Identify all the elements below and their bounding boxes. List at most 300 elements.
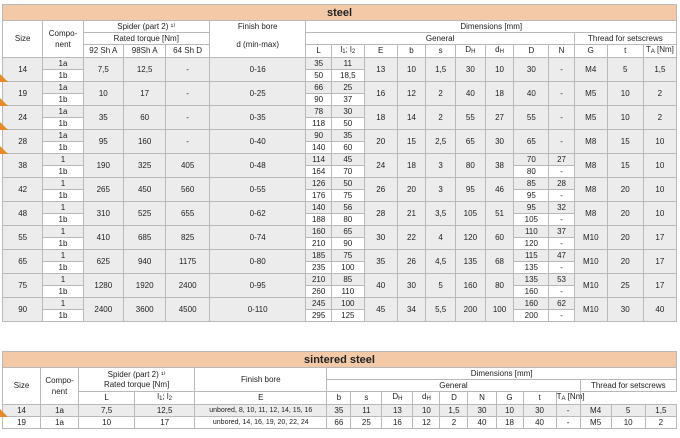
G-cell: M5 xyxy=(580,417,611,429)
l1-l2-cell: 50 xyxy=(331,178,364,190)
torque-cell: 160 xyxy=(123,130,165,154)
col-l1-l2-header: $l_1$; $l_2$ xyxy=(135,392,195,405)
l1-l2-cell: 70 xyxy=(331,166,364,178)
t-cell: 5 xyxy=(611,405,645,417)
torque-cell: 2400 xyxy=(166,274,210,298)
DH-cell: 200 xyxy=(456,298,486,322)
table-row xyxy=(3,106,677,118)
dimensions-header: Dimensions [mm] xyxy=(327,368,677,380)
E-cell: 13 xyxy=(364,58,397,82)
N-cell: - xyxy=(549,166,574,178)
size-cell: 42 xyxy=(3,178,43,202)
steel-title: steel xyxy=(3,5,677,21)
G-cell: M10 xyxy=(574,250,607,274)
torque-cell: 7,5 xyxy=(79,405,135,417)
b-cell: 12 xyxy=(397,82,426,106)
col-t-header: t xyxy=(523,392,556,405)
D-cell: 30 xyxy=(523,405,556,417)
l-cell: 25 xyxy=(351,417,382,429)
L-cell: 35 xyxy=(306,58,331,70)
D-cell: 160 xyxy=(514,286,549,298)
t-cell: 20 xyxy=(607,250,643,274)
DH-cell: 55 xyxy=(456,106,486,130)
b-cell: 21 xyxy=(397,202,426,226)
torque-cell: 410 xyxy=(83,226,123,250)
s-cell: 2 xyxy=(426,82,456,106)
b-cell: 30 xyxy=(397,274,426,298)
E-cell: 16 xyxy=(382,417,413,429)
torque-cell: 2400 xyxy=(83,298,123,322)
DH-cell: 105 xyxy=(456,202,486,226)
t-cell: 15 xyxy=(607,130,643,154)
N-cell: - xyxy=(549,310,574,322)
torque-cell: 1280 xyxy=(83,274,123,298)
N-cell: 27 xyxy=(549,154,574,166)
torque-cell: 685 xyxy=(123,226,165,250)
N-cell: - xyxy=(549,106,574,130)
col-b-header: b xyxy=(327,392,351,405)
size-cell: 55 xyxy=(3,226,43,250)
L-cell: 176 xyxy=(306,190,331,202)
component-cell: 1b xyxy=(43,166,83,178)
highlight-marker xyxy=(0,98,8,106)
torque-cell: 265 xyxy=(83,178,123,202)
D-cell: 135 xyxy=(514,262,549,274)
E-cell: 24 xyxy=(364,154,397,178)
s-cell: 2 xyxy=(426,106,456,130)
s-cell: 3 xyxy=(426,178,456,202)
component-cell: 1 xyxy=(43,202,83,214)
column-header-row xyxy=(3,392,677,405)
torque-cell: - xyxy=(166,82,210,106)
torque-cell: 3600 xyxy=(123,298,165,322)
col-l1-l2-header: $l_1$; $l_2$ xyxy=(331,45,364,58)
component-cell: 1b xyxy=(43,310,83,322)
N-cell: - xyxy=(549,82,574,106)
l1-l2-cell: 35 xyxy=(331,130,364,142)
E-cell: 45 xyxy=(364,298,397,322)
col-s-header: s xyxy=(351,392,382,405)
torque-cell: 1920 xyxy=(123,274,165,298)
finish-bore-cell: 0-35 xyxy=(209,106,306,130)
t-cell: 10 xyxy=(607,82,643,106)
highlight-marker xyxy=(0,122,8,130)
component-cell: 1b xyxy=(43,190,83,202)
torque-cell: 560 xyxy=(166,178,210,202)
torque-cell: 95 xyxy=(83,130,123,154)
table-row xyxy=(3,298,677,310)
torque-cell: 10 xyxy=(79,417,135,429)
general-header: General xyxy=(327,380,580,392)
finish-bore-cell: 0-55 xyxy=(209,178,306,202)
t-cell: 25 xyxy=(607,274,643,298)
E-cell: 30 xyxy=(364,226,397,250)
E-cell: 35 xyxy=(364,250,397,274)
E-cell: 40 xyxy=(364,274,397,298)
D-cell: 160 xyxy=(514,298,549,310)
N-cell: - xyxy=(556,417,580,429)
torque-cell: 825 xyxy=(166,226,210,250)
size-cell: 90 xyxy=(3,298,43,322)
torque-cell: - xyxy=(166,130,210,154)
col-D-header: D xyxy=(440,392,468,405)
l1-l2-cell: 45 xyxy=(331,154,364,166)
L-cell: 126 xyxy=(306,178,331,190)
L-cell: 235 xyxy=(306,262,331,274)
spider-torque-header xyxy=(79,368,195,392)
size-cell: 65 xyxy=(3,250,43,274)
b-cell: 12 xyxy=(413,417,440,429)
size-cell: 24 xyxy=(3,106,43,130)
t-cell: 20 xyxy=(607,226,643,250)
thread-header: Thread for setscrews xyxy=(574,33,676,45)
D-cell: 40 xyxy=(523,417,556,429)
b-cell: 26 xyxy=(397,250,426,274)
L-cell: 50 xyxy=(306,70,331,82)
L-cell: 140 xyxy=(306,142,331,154)
size-cell: 28 xyxy=(3,130,43,154)
N-cell: - xyxy=(549,190,574,202)
TA-cell: 10 xyxy=(643,154,676,178)
l1-l2-cell: 37 xyxy=(331,94,364,106)
D-cell: 80 xyxy=(514,166,549,178)
col-N-header: N xyxy=(468,392,496,405)
dH-cell: 46 xyxy=(485,178,514,202)
torque-cell: 655 xyxy=(166,202,210,226)
torque-cell: 4500 xyxy=(166,298,210,322)
l1-l2-cell: 80 xyxy=(331,214,364,226)
shore-header: 98Sh A xyxy=(123,45,165,58)
dH-cell: 30 xyxy=(485,130,514,154)
t-cell: 20 xyxy=(607,178,643,202)
G-cell: M4 xyxy=(580,405,611,417)
torque-cell: - xyxy=(166,106,210,130)
dimensions-header: Dimensions [mm] xyxy=(306,21,677,33)
b-cell: 18 xyxy=(397,154,426,178)
t-cell: 15 xyxy=(607,154,643,178)
DH-cell: 120 xyxy=(456,226,486,250)
finish-bore-cell: 0-110 xyxy=(209,298,306,322)
l1-l2-cell: 85 xyxy=(331,274,364,286)
l1-l2-cell: 65 xyxy=(331,226,364,238)
torque-cell: 625 xyxy=(83,250,123,274)
finish-bore-cell: 0-25 xyxy=(209,82,306,106)
DH-cell: 40 xyxy=(468,417,496,429)
finish-bore-sub-header: d (min-max) xyxy=(209,33,306,58)
dH-cell: 38 xyxy=(485,154,514,178)
E-cell: 18 xyxy=(364,106,397,130)
t-cell: 20 xyxy=(607,202,643,226)
L-cell: 35 xyxy=(327,405,351,417)
col-E-header: E xyxy=(364,45,397,58)
finish-bore-cell: 0-74 xyxy=(209,226,306,250)
b-cell: 34 xyxy=(397,298,426,322)
l1-l2-cell: 30 xyxy=(331,106,364,118)
TA-cell: 40 xyxy=(643,298,676,322)
torque-cell: 940 xyxy=(123,250,165,274)
component-cell: 1b xyxy=(43,70,83,82)
component-cell: 1b xyxy=(43,214,83,226)
l1-l2-cell: 25 xyxy=(331,82,364,94)
TA-cell: 10 xyxy=(643,130,676,154)
L-cell: 160 xyxy=(306,226,331,238)
D-cell: 95 xyxy=(514,202,549,214)
l1-l2-cell: 125 xyxy=(331,310,364,322)
l1-l2-cell: 90 xyxy=(331,238,364,250)
L-cell: 78 xyxy=(306,106,331,118)
sintered-table xyxy=(2,351,677,429)
E-cell: 28 xyxy=(364,202,397,226)
E-cell: 26 xyxy=(364,178,397,202)
size-cell: 75 xyxy=(3,274,43,298)
torque-cell: 35 xyxy=(83,106,123,130)
L-cell: 118 xyxy=(306,118,331,130)
component-cell: 1 xyxy=(43,178,83,190)
size-cell: 19 xyxy=(3,417,41,429)
col-G-header: G xyxy=(496,392,523,405)
DH-cell: 135 xyxy=(456,250,486,274)
torque-cell: 10 xyxy=(83,82,123,106)
L-cell: 90 xyxy=(306,94,331,106)
t-cell: 10 xyxy=(607,106,643,130)
dH-cell: 27 xyxy=(485,106,514,130)
D-cell: 110 xyxy=(514,226,549,238)
L-cell: 164 xyxy=(306,166,331,178)
L-cell: 245 xyxy=(306,298,331,310)
s-cell: 3,5 xyxy=(426,202,456,226)
t-cell: 30 xyxy=(607,298,643,322)
E-cell: 16 xyxy=(364,82,397,106)
size-header: Size xyxy=(3,368,41,405)
spider-header: Spider (part 2) ¹⁾ xyxy=(83,21,209,33)
N-cell: - xyxy=(549,238,574,250)
D-cell: 105 xyxy=(514,214,549,226)
finish-bore-cell: unbored, 8, 10, 11, 12, 14, 15, 16 xyxy=(195,405,327,417)
D-cell: 70 xyxy=(514,154,549,166)
component-cell: 1 xyxy=(43,274,83,286)
table-row xyxy=(3,58,677,70)
component-cell: 1 xyxy=(43,298,83,310)
sintered-table-body xyxy=(3,405,677,429)
component-cell: 1a xyxy=(43,82,83,94)
N-cell: - xyxy=(549,214,574,226)
G-cell: M8 xyxy=(574,178,607,202)
component-header: Compo- nent xyxy=(41,368,79,405)
b-cell: 22 xyxy=(397,226,426,250)
TA-cell: 1,5 xyxy=(643,58,676,82)
l-cell: 11 xyxy=(351,405,382,417)
component-header: Compo- nent xyxy=(43,21,83,58)
TA-cell: 10 xyxy=(643,202,676,226)
D-cell: 55 xyxy=(514,106,549,130)
l1-l2-cell: 75 xyxy=(331,190,364,202)
L-cell: 66 xyxy=(306,82,331,94)
L-cell: 188 xyxy=(306,214,331,226)
torque-cell: 525 xyxy=(123,202,165,226)
G-cell: M8 xyxy=(574,130,607,154)
col-dH-header: $d_H$ xyxy=(413,392,440,405)
table-row xyxy=(3,178,677,190)
col-N-header: N xyxy=(549,45,574,58)
table-row xyxy=(3,405,677,417)
TA-cell: 17 xyxy=(643,226,676,250)
dH-cell: 10 xyxy=(485,58,514,82)
D-cell: 85 xyxy=(514,178,549,190)
s-cell: 1,5 xyxy=(440,405,468,417)
s-cell: 3 xyxy=(426,154,456,178)
N-cell: - xyxy=(549,286,574,298)
component-cell: 1 xyxy=(43,154,83,166)
N-cell: 47 xyxy=(549,250,574,262)
b-cell: 15 xyxy=(397,130,426,154)
TA-cell: 17 xyxy=(643,250,676,274)
highlight-marker xyxy=(0,146,8,154)
l1-l2-cell: 50 xyxy=(331,118,364,130)
component-cell: 1 xyxy=(43,250,83,262)
L-cell: 66 xyxy=(327,417,351,429)
DH-cell: 65 xyxy=(456,130,486,154)
table-row xyxy=(3,417,677,429)
E-cell: 13 xyxy=(382,405,413,417)
torque-cell: 17 xyxy=(123,82,165,106)
TA-cell: 2 xyxy=(643,106,676,130)
finish-bore-cell: unbored, 14, 16, 19, 20, 22, 24 xyxy=(195,417,327,429)
L-cell: 140 xyxy=(306,202,331,214)
D-cell: 65 xyxy=(514,130,549,154)
col-D-header: D xyxy=(514,45,549,58)
shore-header: 64 Sh D xyxy=(166,45,210,58)
component-cell: 1b xyxy=(43,118,83,130)
highlight-marker xyxy=(0,409,8,417)
b-cell: 20 xyxy=(397,178,426,202)
rated-torque-header: Rated torque [Nm] xyxy=(103,379,170,389)
L-cell: 260 xyxy=(306,286,331,298)
torque-cell: 325 xyxy=(123,154,165,178)
D-cell: 200 xyxy=(514,310,549,322)
torque-cell: 405 xyxy=(166,154,210,178)
N-cell: 28 xyxy=(549,178,574,190)
dH-cell: 60 xyxy=(485,226,514,250)
G-cell: M8 xyxy=(574,154,607,178)
s-cell: 2 xyxy=(440,417,468,429)
dH-cell: 51 xyxy=(485,202,514,226)
s-cell: 1,5 xyxy=(426,58,456,82)
dH-cell: 10 xyxy=(496,405,523,417)
L-cell: 90 xyxy=(306,130,331,142)
size-cell: 14 xyxy=(3,58,43,82)
highlight-marker xyxy=(0,74,8,82)
component-cell: 1b xyxy=(43,286,83,298)
N-cell: - xyxy=(549,58,574,82)
finish-bore-cell: 0-40 xyxy=(209,130,306,154)
torque-cell: 17 xyxy=(135,417,195,429)
size-cell: 38 xyxy=(3,154,43,178)
col-TA-header: $T_A$ [Nm] xyxy=(643,45,676,58)
thread-header: Thread for setscrews xyxy=(580,380,676,392)
size-header: Size xyxy=(3,21,43,58)
torque-cell: 12,5 xyxy=(135,405,195,417)
col-TA-header: $T_A$ [Nm] xyxy=(556,392,580,405)
component-cell: 1a xyxy=(43,130,83,142)
size-cell: 19 xyxy=(3,82,43,106)
L-cell: 210 xyxy=(306,274,331,286)
table-row xyxy=(3,226,677,238)
torque-cell: 7,5 xyxy=(83,58,123,82)
finish-bore-header: Finish bore xyxy=(195,368,327,392)
torque-cell: 12,5 xyxy=(123,58,165,82)
l1-l2-cell: 100 xyxy=(331,298,364,310)
dH-cell: 18 xyxy=(485,82,514,106)
G-cell: M10 xyxy=(574,274,607,298)
N-cell: - xyxy=(556,405,580,417)
l1-l2-cell: 56 xyxy=(331,202,364,214)
t-cell: 5 xyxy=(607,58,643,82)
DH-cell: 30 xyxy=(468,405,496,417)
dH-cell: 100 xyxy=(485,298,514,322)
TA-cell: 2 xyxy=(643,82,676,106)
TA-cell: 2 xyxy=(645,417,676,429)
shore-header: 92 Sh A xyxy=(83,45,123,58)
torque-cell: 60 xyxy=(123,106,165,130)
DH-cell: 80 xyxy=(456,154,486,178)
l1-l2-cell: 75 xyxy=(331,250,364,262)
l1-l2-cell: 60 xyxy=(331,142,364,154)
D-cell: 30 xyxy=(514,58,549,82)
DH-cell: 30 xyxy=(456,58,486,82)
column-header-row xyxy=(3,45,677,58)
torque-cell: 310 xyxy=(83,202,123,226)
component-cell: 1b xyxy=(43,142,83,154)
size-cell: 48 xyxy=(3,202,43,226)
N-cell: 62 xyxy=(549,298,574,310)
finish-bore-cell: 0-48 xyxy=(209,154,306,178)
D-cell: 135 xyxy=(514,274,549,286)
b-cell: 14 xyxy=(397,106,426,130)
TA-cell: 10 xyxy=(643,178,676,202)
steel-table xyxy=(2,4,677,322)
s-cell: 4,5 xyxy=(426,250,456,274)
finish-bore-cell: 0-16 xyxy=(209,58,306,82)
component-cell: 1a xyxy=(41,417,79,429)
L-cell: 185 xyxy=(306,250,331,262)
table-row xyxy=(3,82,677,94)
table-row xyxy=(3,154,677,166)
col-DH-header: $D_H$ xyxy=(382,392,413,405)
TA-cell: 17 xyxy=(643,274,676,298)
spider-header: Spider (part 2) ¹⁾ xyxy=(107,369,166,379)
finish-bore-cell: 0-95 xyxy=(209,274,306,298)
col-G-header: G xyxy=(574,45,607,58)
L-cell: 210 xyxy=(306,238,331,250)
col-DH-header: $D_H$ xyxy=(456,45,486,58)
dH-cell: 80 xyxy=(485,274,514,298)
G-cell: M8 xyxy=(574,202,607,226)
col-L-header: L xyxy=(306,45,331,58)
component-cell: 1b xyxy=(43,238,83,250)
component-cell: 1a xyxy=(43,58,83,70)
torque-cell: 190 xyxy=(83,154,123,178)
dH-cell: 68 xyxy=(485,250,514,274)
L-cell: 114 xyxy=(306,154,331,166)
l1-l2-cell: 100 xyxy=(331,262,364,274)
D-cell: 40 xyxy=(514,82,549,106)
rated-torque-header: Rated torque [Nm] xyxy=(83,33,209,45)
l1-l2-cell: 110 xyxy=(331,286,364,298)
col-dH-header: $d_H$ xyxy=(485,45,514,58)
N-cell: - xyxy=(549,130,574,154)
D-cell: 95 xyxy=(514,190,549,202)
col-b-header: b xyxy=(397,45,426,58)
